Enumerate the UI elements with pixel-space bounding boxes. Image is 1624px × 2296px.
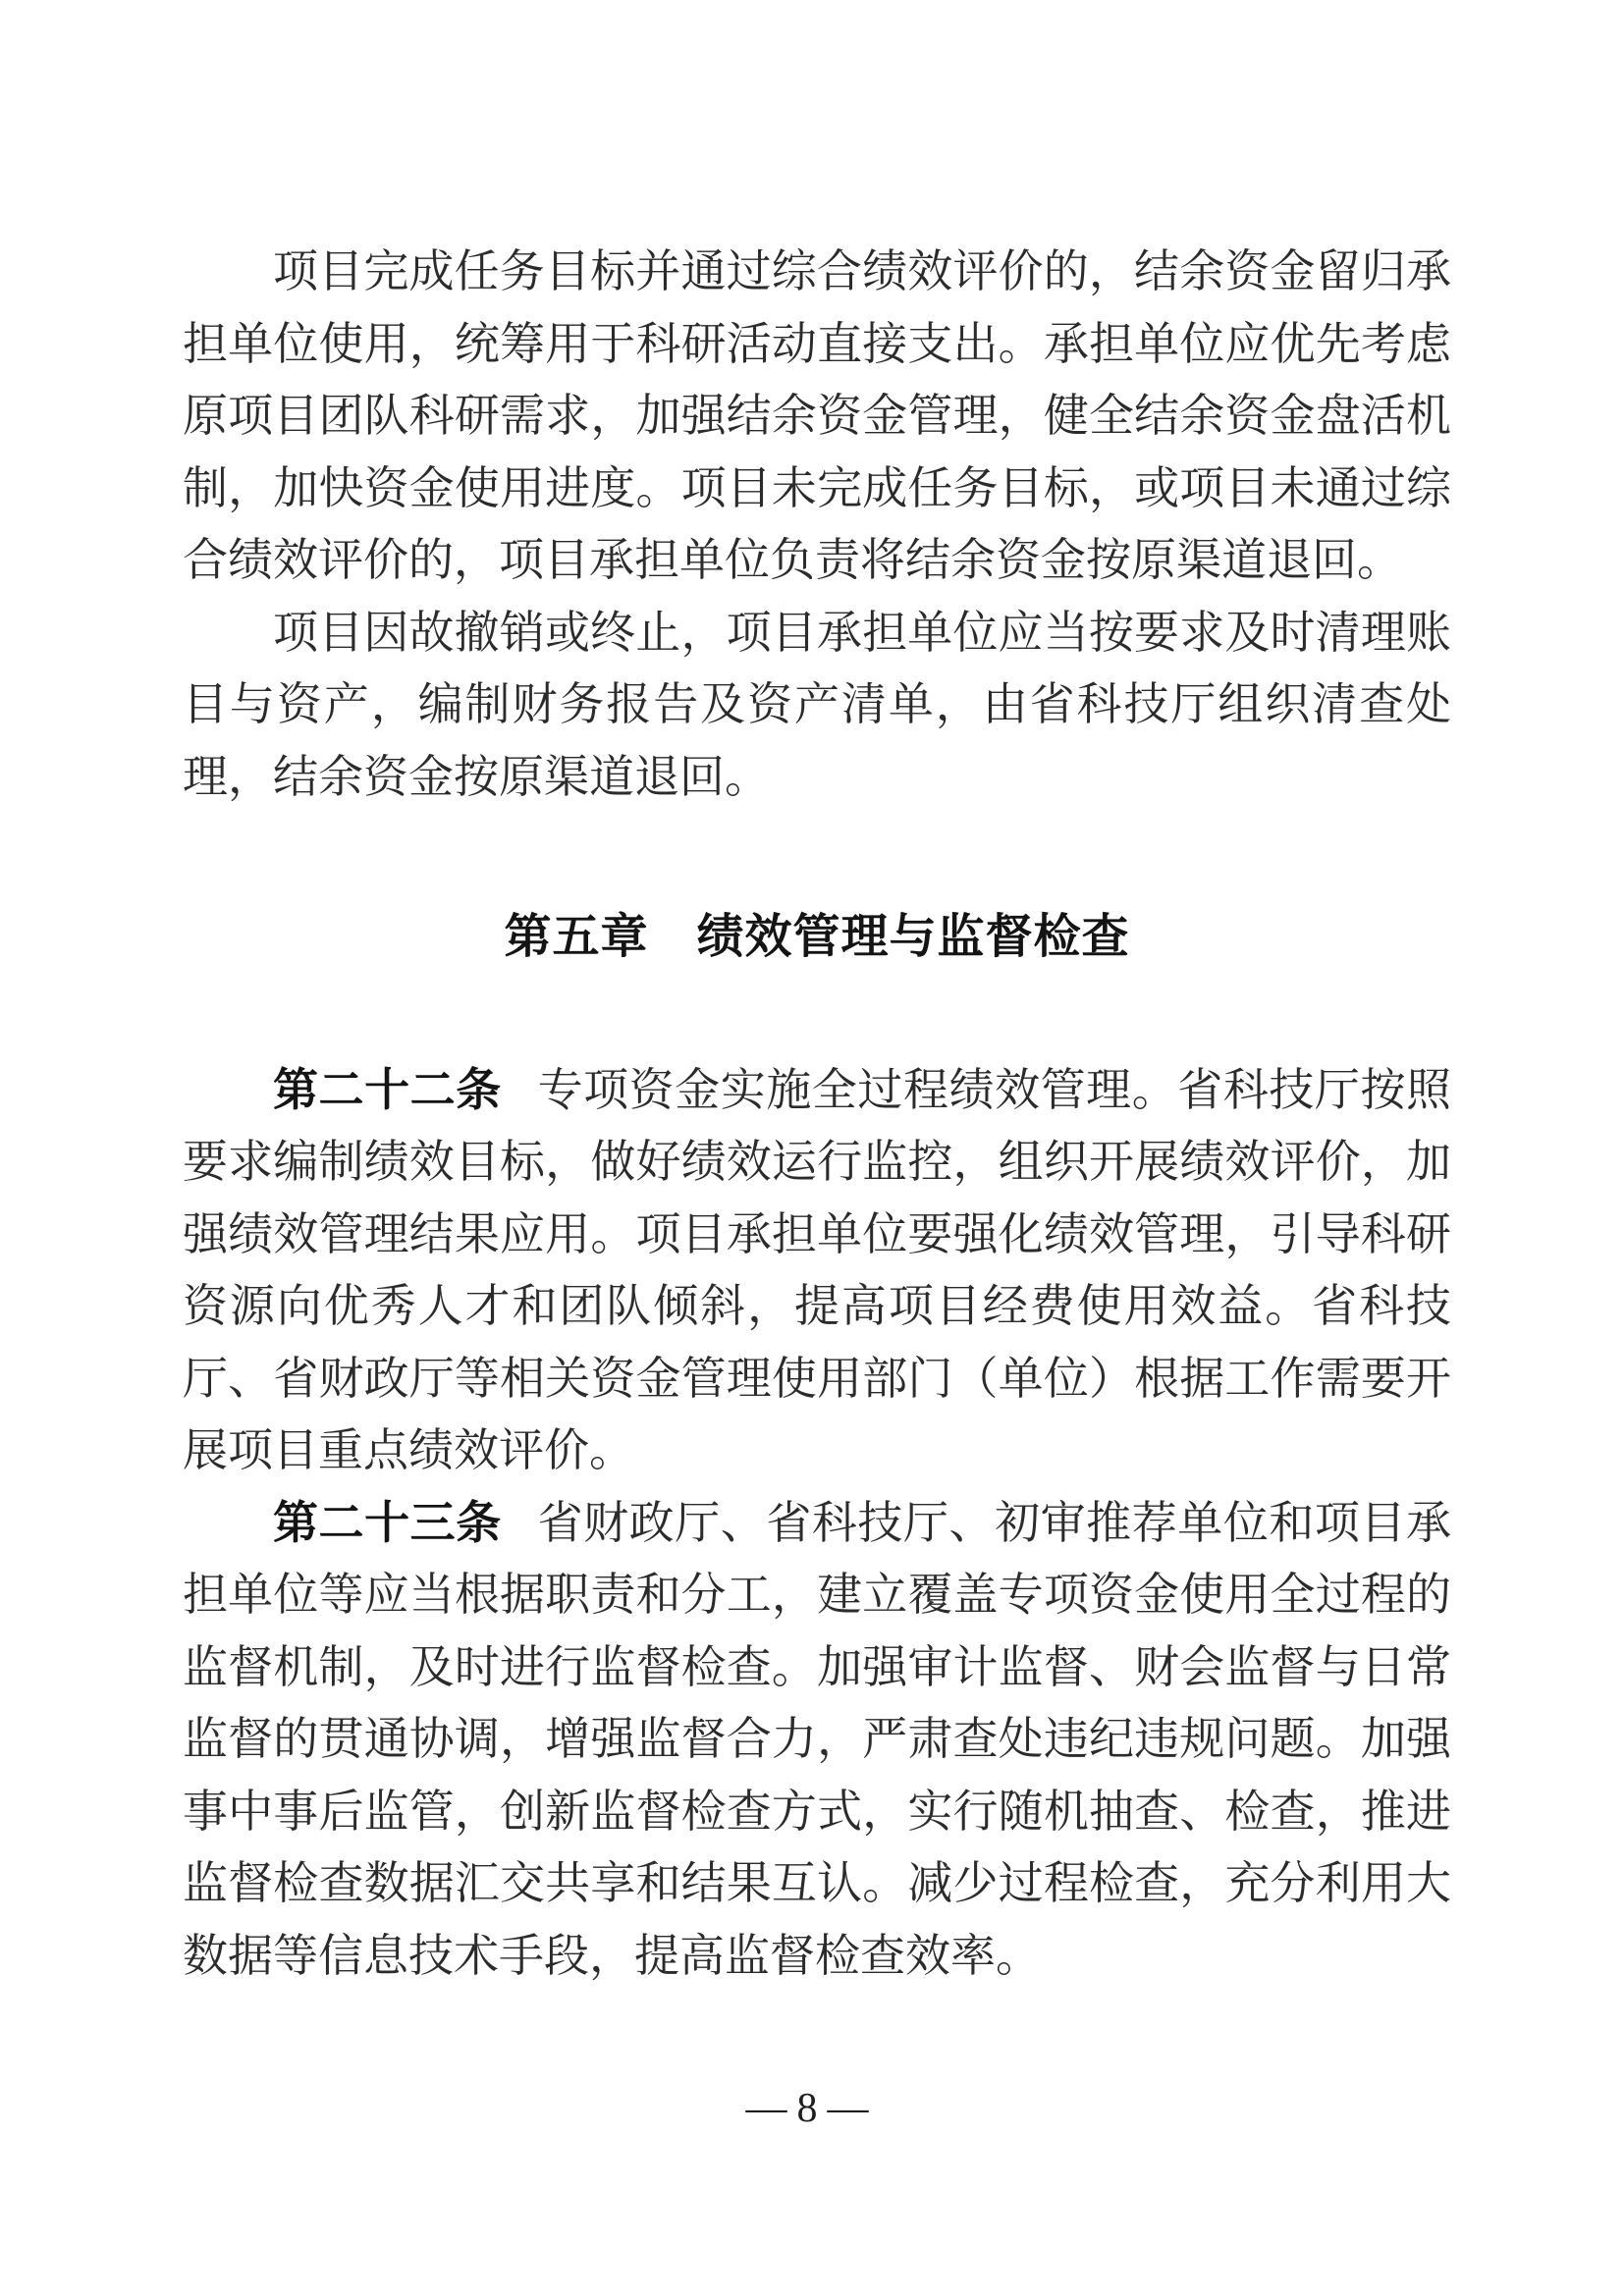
article-22-text: 专项资金实施全过程绩效管理。省科技厅按照要求编制绩效目标，做好绩效运行监控，组织开展绩效评价，加强绩效管理结果应用。项目承担单位要强化绩效管理，引导科研资源向优秀人才和团队倾斜，提高项目经费使用效益。省科技厅、省财政厅等相关资金管理使用部门（单位）根据工作需要开展项目重点绩效评价。	[183, 1064, 1452, 1475]
paragraph-article-22	[183, 1054, 1451, 1487]
chapter-heading: 第五章 绩效管理与监督检查	[504, 911, 1130, 963]
article-23-lead: 第二十三条	[273, 1496, 502, 1548]
paragraph-project-termination: 项目因故撤销或终止，项目承担单位应当按要求及时清理账目与资产，编制财务报告及资产清单，由省科技厅组织清查处理，结余资金按原渠道退回。	[183, 607, 1451, 802]
article-22-lead: 第二十二条	[273, 1063, 502, 1115]
page-number: —8—	[745, 2086, 879, 2131]
article-23-text: 省财政厅、省科技厅、初审推荐单位和项目承担单位等应当根据职责和分工，建立覆盖专项资金使用全过程的监督机制，及时进行监督检查。加强审计监督、财会监督与日常监督的贯通协调，增强监督合力，严肃查处违纪违规问题。加强事中事后监管，创新监督检查方式，实行随机抽查、检查，推进监督检查数据汇交共享和结果互认。减少过程检查，充分利用大数据等信息技术手段，提高监督检查效率。	[183, 1497, 1452, 1981]
paragraph-article-23	[183, 1487, 1451, 1993]
document-body	[183, 236, 1451, 1992]
paragraph-surplus-funds: 项目完成任务目标并通过综合绩效评价的，结余资金留归承担单位使用，统筹用于科研活动直接支出。承担单位应优先考虑原项目团队科研需求，加强结余资金管理，健全结余资金盘活机制，加快资金使用进度。项目未完成任务目标，或项目未通过综合绩效评价的，项目承担单位负责将结余资金按原渠道退回。	[183, 246, 1451, 585]
